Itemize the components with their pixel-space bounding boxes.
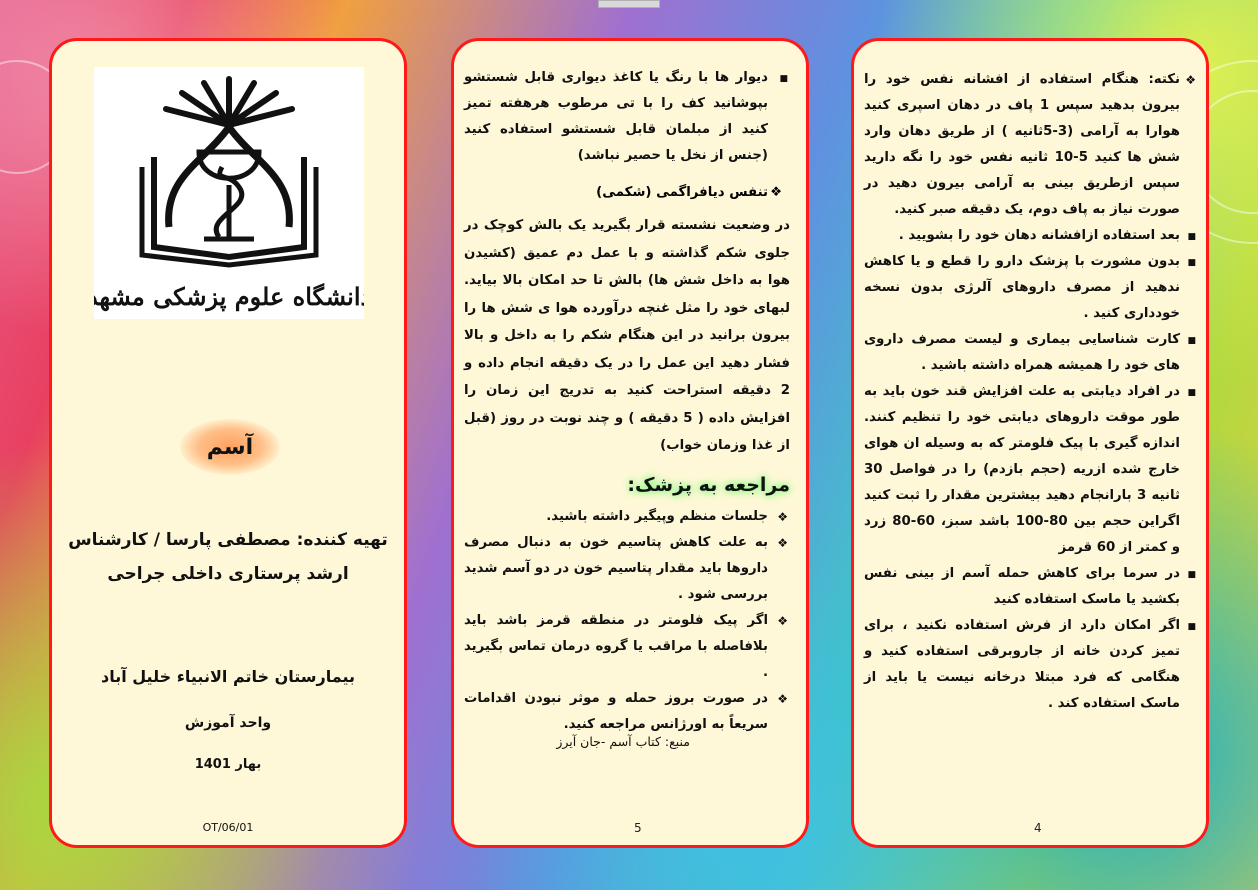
referral-heading: مراجعه به پزشک:	[627, 473, 790, 496]
logo-emblem-icon	[94, 67, 364, 319]
title-badge	[180, 419, 280, 475]
university-logo	[94, 67, 364, 319]
breathing-instructions: در وضعیت نشسته قرار بگیرید یک بالش کوچک در جلوی شکم گذاشته و با عمل دم عمیق (کشیدن هوا به داخل شش ها) بالش تا حد امکان بالا بیاید. لبهای خود را مثل غنچه درآورده هوا ی شش ها را بیرون برانید در این هنگام شکم را به داخل و بالا فشار دهید این عمل را در یک دقیقه انجام داده و 2 دقیقه استراحت کنید به تدریج این زمان را افزایش داده ( 5 دقیقه ) و چند نوبت در روز (قبل از غذا وزمان خواب)	[464, 218, 790, 453]
list-item: ❖ جلسات منظم وپیگیر داشته باشید.	[464, 504, 790, 530]
document-title: آسم	[206, 434, 254, 460]
list-item: ❖ اگر پیک فلومتر در منطقه قرمز باشد باید بلافاصله با مراقب یا گروه درمان تماس بگیرید .	[464, 608, 790, 686]
square-bullet-icon: ■	[1187, 232, 1196, 242]
page-5-panel	[451, 38, 809, 848]
square-bullet-icon: ■	[1187, 388, 1196, 398]
square-bullet-icon: ■	[1187, 336, 1196, 346]
source-citation: منبع: کتاب آسم -جان آیرز	[556, 733, 690, 749]
page-4-panel	[851, 38, 1209, 848]
square-bullet-icon: ■	[1187, 622, 1196, 632]
season-date: بهار 1401	[194, 757, 262, 772]
page-number: 4	[1034, 821, 1042, 835]
list-item: ■ در سرما برای کاهش حمله آسم از بینی نفس بکشید یا ماسک استفاده کنید	[864, 561, 1198, 613]
list-item: ❖ به علت کاهش پتاسیم خون به دنبال مصرف داروها باید مقدار پتاسیم خون در دو آسم شدید بررسی شود .	[464, 530, 790, 608]
diamond-bullet-icon: ❖	[777, 509, 788, 524]
diamond-bullet-icon: ❖	[770, 185, 782, 200]
diamond-bullet-icon: ❖	[777, 613, 788, 628]
diamond-bullet-icon: ❖	[777, 691, 788, 706]
unit-name: واحد آموزش	[184, 715, 272, 731]
list-item: ❖ در صورت بروز حمله و موثر نبودن اقدامات سریعاً به اورژانس مراجعه کنید.	[464, 686, 790, 738]
list-item: ❖ نکته: هنگام استفاده از افشانه نفس خود را بیرون بدهید سپس 1 پاف در دهان اسپری کنید هوارا به آرامی (3-5ثانیه ) از طریق دهان وارد شش ها کنید 5-10 ثانیه نفس خود را نگه دارید سپس ازطریق بینی به آرامی بیرون دهید در صورت نیاز به پاف دوم، یک دقیقه صبر کنید.	[864, 67, 1198, 223]
list-item: ■ اگر امکان دارد از فرش استفاده نکنید ، برای تمیز کردن خانه از جاروبرقی استفاده کنید و هنگامی که فرد مبتلا درخانه نیست یا باید از ماسک استفاده کند .	[864, 613, 1198, 717]
diamond-bullet-icon: ❖	[1185, 73, 1196, 87]
square-bullet-icon: ■	[1187, 258, 1196, 268]
referral-list	[464, 504, 790, 738]
square-bullet-icon: ■	[779, 74, 788, 84]
document-code: OT/06/01	[202, 821, 254, 834]
author-line-2: ارشد پرستاری داخلی جراحی	[107, 564, 349, 584]
square-bullet-icon: ■	[1187, 570, 1196, 580]
list-item: ■ بدون مشورت با پزشک دارو را قطع و یا کاهش ندهید از مصرف داروهای آلرژی بدون نسخه خودداری کنید .	[864, 249, 1198, 327]
top-scroll-handle[interactable]	[598, 0, 660, 8]
list-item: ■ دیوار ها با رنگ یا کاغذ دیواری قابل شستشو بپوشانید کف را با تی مرطوب هرهفته تمیز کنید از مبلمان قابل شستشو استفاده کنید (جنس از نخل یا حصیر نباشد)	[464, 65, 790, 169]
list-item: ■ بعد استفاده ازافشانه دهان خود را بشویید .	[864, 223, 1198, 249]
list-item: ■ کارت شناسایی بیماری و لیست مصرف داروی های خود را همیشه همراه داشته باشید .	[864, 327, 1198, 379]
page-number: 5	[634, 821, 642, 835]
hospital-name: بیمارستان خاتم الانبیاء خلیل آباد	[100, 667, 356, 686]
list-item: ■ در افراد دیابتی به علت افزایش قند خون باید به طور موقت داروهای دیابتی خود را تنظیم کنند. اندازه گیری با پیک فلومتر که به وسیله ان هوای خارج شده ازریه (حجم بازدم) را در فواصل 30 ثانیه 3 بارانجام دهید بیشترین مقدار را ثبت کنید اگراین حجم بین 80-100 باشد سبز، 60-80 زرد و کمتر از 60 قرمز	[864, 379, 1198, 561]
author-block	[52, 523, 404, 591]
logo-text: دانشگاه علوم پزشکی مشهد	[94, 282, 364, 311]
cover-panel	[49, 38, 407, 848]
author-line-1: تهیه کننده: مصطفی پارسا / کارشناس	[68, 530, 388, 550]
tips-list	[864, 67, 1198, 717]
breathing-heading: ❖ تنفس دیافراگمی (شکمی)	[596, 185, 782, 200]
diamond-bullet-icon: ❖	[777, 535, 788, 550]
